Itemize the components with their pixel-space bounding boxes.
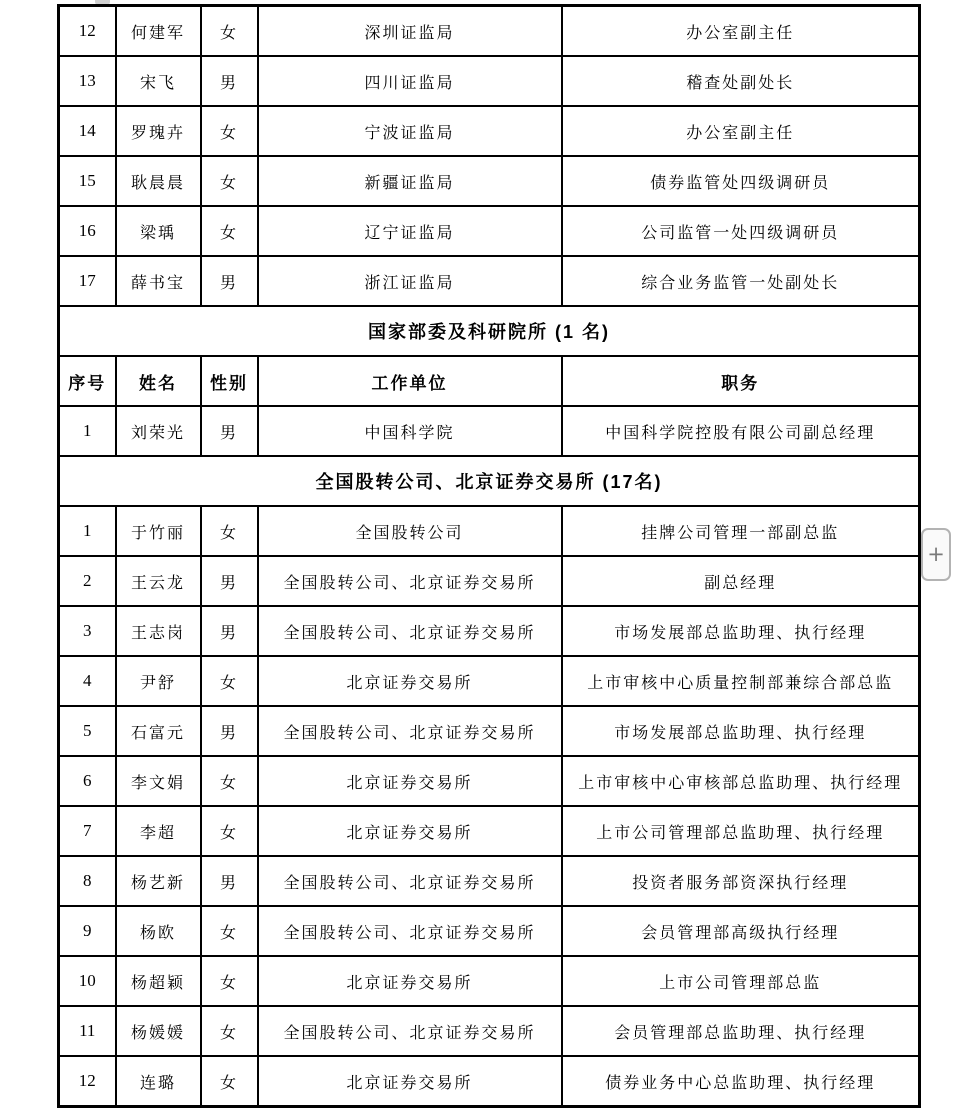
work-unit-cell: 全国股转公司、北京证券交易所: [258, 1006, 562, 1056]
section-title-row: [59, 306, 920, 356]
row-number-cell: 11: [59, 1006, 116, 1056]
section-title-row: [59, 456, 920, 506]
position-cell: 办公室副主任: [562, 106, 920, 156]
position-cell: 上市公司管理部总监助理、执行经理: [562, 806, 920, 856]
work-unit-cell: 深圳证监局: [258, 6, 562, 57]
table-row: [59, 1006, 920, 1056]
row-number-cell: 1: [59, 506, 116, 556]
work-unit-cell: 全国股转公司、北京证券交易所: [258, 606, 562, 656]
work-unit-cell: 浙江证监局: [258, 256, 562, 306]
table-row: [59, 956, 920, 1006]
work-unit-cell: 四川证监局: [258, 56, 562, 106]
gender-cell: 男: [201, 56, 258, 106]
row-number-cell: 3: [59, 606, 116, 656]
work-unit-cell: 全国股转公司、北京证券交易所: [258, 856, 562, 906]
position-cell: 挂牌公司管理一部副总监: [562, 506, 920, 556]
section-title: 全国股转公司、北京证券交易所 (17名): [59, 456, 920, 506]
work-unit-cell: 全国股转公司、北京证券交易所: [258, 706, 562, 756]
name-cell: 杨艺新: [116, 856, 201, 906]
column-header-row: [59, 356, 920, 406]
column-header: 工作单位: [258, 356, 562, 406]
name-cell: 王云龙: [116, 556, 201, 606]
row-number-cell: 7: [59, 806, 116, 856]
work-unit-cell: 新疆证监局: [258, 156, 562, 206]
name-cell: 杨欧: [116, 906, 201, 956]
name-cell: 耿晨晨: [116, 156, 201, 206]
table-row: [59, 1056, 920, 1107]
name-cell: 梁瑀: [116, 206, 201, 256]
row-number-cell: 8: [59, 856, 116, 906]
row-number-cell: 14: [59, 106, 116, 156]
work-unit-cell: 北京证券交易所: [258, 956, 562, 1006]
gender-cell: 女: [201, 106, 258, 156]
gender-cell: 女: [201, 906, 258, 956]
work-unit-cell: 宁波证监局: [258, 106, 562, 156]
personnel-table: [57, 4, 921, 1108]
position-cell: 稽查处副处长: [562, 56, 920, 106]
table-body: [59, 6, 920, 1107]
table-row: [59, 156, 920, 206]
name-cell: 罗瑰卉: [116, 106, 201, 156]
position-cell: 上市审核中心审核部总监助理、执行经理: [562, 756, 920, 806]
work-unit-cell: 北京证券交易所: [258, 806, 562, 856]
work-unit-cell: 中国科学院: [258, 406, 562, 456]
row-number-cell: 5: [59, 706, 116, 756]
work-unit-cell: 辽宁证监局: [258, 206, 562, 256]
row-number-cell: 10: [59, 956, 116, 1006]
table-row: [59, 606, 920, 656]
table-row: [59, 806, 920, 856]
name-cell: 宋飞: [116, 56, 201, 106]
work-unit-cell: 北京证券交易所: [258, 756, 562, 806]
gender-cell: 男: [201, 706, 258, 756]
row-number-cell: 9: [59, 906, 116, 956]
name-cell: 杨媛媛: [116, 1006, 201, 1056]
position-cell: 投资者服务部资深执行经理: [562, 856, 920, 906]
row-number-cell: 17: [59, 256, 116, 306]
row-number-cell: 12: [59, 6, 116, 57]
column-header: 性别: [201, 356, 258, 406]
position-cell: 办公室副主任: [562, 6, 920, 57]
name-cell: 尹舒: [116, 656, 201, 706]
position-cell: 债券监管处四级调研员: [562, 156, 920, 206]
table-row: [59, 706, 920, 756]
table-row: [59, 256, 920, 306]
gender-cell: 女: [201, 506, 258, 556]
work-unit-cell: 全国股转公司: [258, 506, 562, 556]
work-unit-cell: 全国股转公司、北京证券交易所: [258, 556, 562, 606]
table-row: [59, 6, 920, 57]
row-number-cell: 2: [59, 556, 116, 606]
name-cell: 杨超颖: [116, 956, 201, 1006]
position-cell: 会员管理部总监助理、执行经理: [562, 1006, 920, 1056]
position-cell: 综合业务监管一处副处长: [562, 256, 920, 306]
gender-cell: 女: [201, 156, 258, 206]
work-unit-cell: 北京证券交易所: [258, 1056, 562, 1107]
name-cell: 薛书宝: [116, 256, 201, 306]
row-number-cell: 13: [59, 56, 116, 106]
zoom-in-button[interactable]: +: [921, 528, 951, 581]
row-number-cell: 15: [59, 156, 116, 206]
name-cell: 连璐: [116, 1056, 201, 1107]
table-row: [59, 406, 920, 456]
position-cell: 债券业务中心总监助理、执行经理: [562, 1056, 920, 1107]
table-row: [59, 756, 920, 806]
name-cell: 于竹丽: [116, 506, 201, 556]
table-row: [59, 106, 920, 156]
name-cell: 李文娟: [116, 756, 201, 806]
section-title: 国家部委及科研院所 (1 名): [59, 306, 920, 356]
position-cell: 上市审核中心质量控制部兼综合部总监: [562, 656, 920, 706]
row-number-cell: 12: [59, 1056, 116, 1107]
table-row: [59, 556, 920, 606]
gender-cell: 女: [201, 656, 258, 706]
position-cell: 中国科学院控股有限公司副总经理: [562, 406, 920, 456]
table-row: [59, 656, 920, 706]
table-row: [59, 206, 920, 256]
table-row: [59, 856, 920, 906]
position-cell: 市场发展部总监助理、执行经理: [562, 606, 920, 656]
table-row: [59, 906, 920, 956]
gender-cell: 男: [201, 406, 258, 456]
name-cell: 李超: [116, 806, 201, 856]
row-number-cell: 16: [59, 206, 116, 256]
gender-cell: 男: [201, 556, 258, 606]
gender-cell: 女: [201, 806, 258, 856]
gender-cell: 男: [201, 606, 258, 656]
work-unit-cell: 北京证券交易所: [258, 656, 562, 706]
row-number-cell: 1: [59, 406, 116, 456]
table-row: [59, 56, 920, 106]
gender-cell: 男: [201, 256, 258, 306]
gender-cell: 女: [201, 1006, 258, 1056]
column-header: 序号: [59, 356, 116, 406]
name-cell: 刘荣光: [116, 406, 201, 456]
name-cell: 王志岗: [116, 606, 201, 656]
gender-cell: 女: [201, 756, 258, 806]
work-unit-cell: 全国股转公司、北京证券交易所: [258, 906, 562, 956]
column-header: 职务: [562, 356, 920, 406]
name-cell: 石富元: [116, 706, 201, 756]
position-cell: 会员管理部高级执行经理: [562, 906, 920, 956]
gender-cell: 女: [201, 206, 258, 256]
table-row: [59, 506, 920, 556]
position-cell: 市场发展部总监助理、执行经理: [562, 706, 920, 756]
row-number-cell: 6: [59, 756, 116, 806]
name-cell: 何建军: [116, 6, 201, 57]
gender-cell: 女: [201, 1056, 258, 1107]
gender-cell: 女: [201, 956, 258, 1006]
gender-cell: 女: [201, 6, 258, 57]
position-cell: 副总经理: [562, 556, 920, 606]
gender-cell: 男: [201, 856, 258, 906]
position-cell: 上市公司管理部总监: [562, 956, 920, 1006]
column-header: 姓名: [116, 356, 201, 406]
position-cell: 公司监管一处四级调研员: [562, 206, 920, 256]
row-number-cell: 4: [59, 656, 116, 706]
